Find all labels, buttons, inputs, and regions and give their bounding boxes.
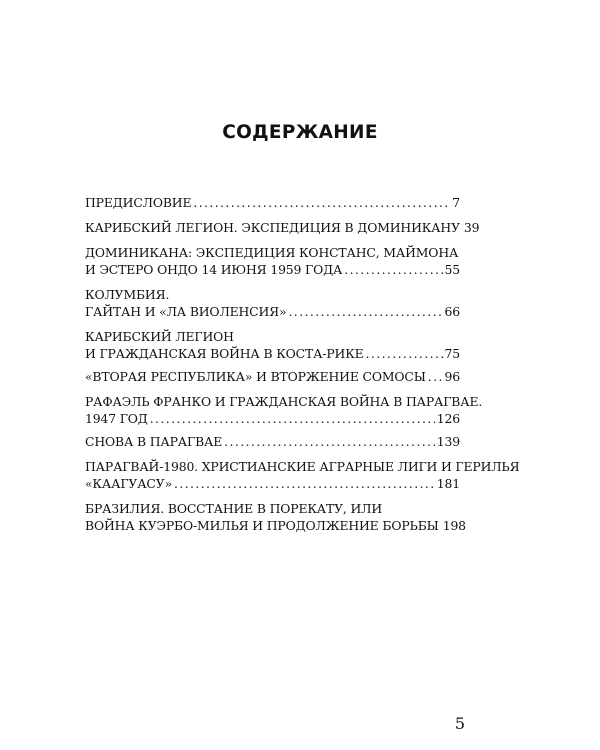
toc-entry-title: ПАРАГВАЙ-1980. ХРИСТИАНСКИЕ АГРАРНЫЕ ЛИГИ И ГЕРИЛЬЯ (85, 459, 520, 474)
dot-leader (344, 261, 442, 278)
toc-entry-title-cont: ВОЙНА КУЭРБО-МИЛЬЯ И ПРОДОЛЖЕНИЕ БОРЬБЫ (85, 518, 439, 533)
dot-leader (428, 368, 443, 385)
toc-entry-paraguay-1947 (85, 393, 483, 427)
toc-entry-page: 126 (436, 411, 460, 426)
toc-entry-again-paraguay (85, 433, 460, 450)
dot-leader (224, 433, 435, 450)
toc-entry-colombia (85, 286, 460, 320)
toc-entry-title: СНОВА В ПАРАГВАЕ (85, 434, 223, 449)
toc-entry-page: 96 (444, 369, 460, 384)
toc-entry-page: 181 (436, 476, 460, 491)
toc-entry-dominicana (85, 244, 460, 278)
toc-entry-page: 198 (442, 518, 466, 533)
toc-entry-title-cont: 1947 ГОД (85, 411, 148, 426)
page-number: 5 (454, 714, 465, 733)
toc-entry-brazil (85, 500, 466, 534)
toc-entry-title-cont: И ЭСТЕРО ОНДО 14 ИЮНЯ 1959 ГОДА (85, 262, 343, 277)
toc-entry-preface (85, 194, 460, 211)
toc-entry-page: 139 (436, 434, 460, 449)
dot-leader (150, 410, 435, 427)
page-title: СОДЕРЖАНИЕ (222, 122, 378, 143)
toc-entry-title: «ВТОРАЯ РЕСПУБЛИКА» И ВТОРЖЕНИЕ СОМОСЫ (85, 369, 426, 384)
toc-entry-page: 39 (463, 220, 480, 235)
toc-entry-page: 55 (444, 262, 460, 277)
toc-entry-title: БРАЗИЛИЯ. ВОССТАНИЕ В ПОРЕКАТУ, ИЛИ (85, 501, 383, 516)
table-of-contents (85, 194, 520, 534)
toc-entry-title: КАРИБСКИЙ ЛЕГИОН. ЭКСПЕДИЦИЯ В ДОМИНИКАНУ (85, 220, 460, 235)
toc-entry-title-cont: «КААГУАСУ» (85, 476, 172, 491)
toc-entry-title: КОЛУМБИЯ. (85, 287, 170, 302)
toc-entry-title: РАФАЭЛЬ ФРАНКО И ГРАЖДАНСКАЯ ВОЙНА В ПАРАГВАЕ. (85, 394, 483, 409)
toc-entry-title: ДОМИНИКАНА: ЭКСПЕДИЦИЯ КОНСТАНС, МАЙМОНА (85, 245, 459, 260)
toc-entry-title-cont: ГАЙТАН И «ЛА ВИОЛЕНСИЯ» (85, 304, 287, 319)
toc-entry-title: КАРИБСКИЙ ЛЕГИОН (85, 329, 234, 344)
dot-leader (288, 303, 442, 320)
toc-entry-costa-rica (85, 328, 460, 362)
toc-entry-title-cont: И ГРАЖДАНСКАЯ ВОЙНА В КОСТА-РИКЕ (85, 346, 364, 361)
toc-entry-caribbean-legion (85, 219, 480, 236)
toc-entry-second-republic (85, 368, 460, 385)
dot-leader (193, 194, 450, 211)
toc-entry-page: 7 (452, 195, 460, 210)
toc-entry-page: 75 (444, 346, 460, 361)
toc-entry-paraguay-1980 (85, 458, 520, 492)
toc-entry-title: ПРЕДИСЛОВИЕ (85, 195, 192, 210)
dot-leader (366, 345, 443, 362)
toc-entry-page: 66 (444, 304, 460, 319)
dot-leader (174, 475, 435, 492)
